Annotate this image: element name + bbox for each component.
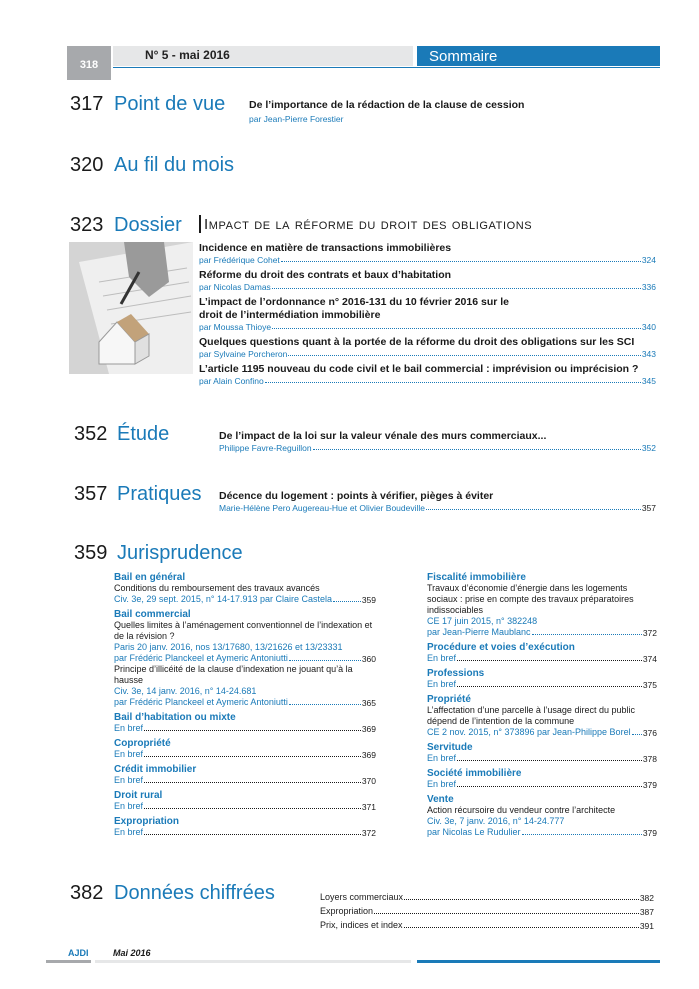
bref-entry[interactable] [114,816,376,838]
page-ref: 371 [361,802,376,812]
footer-bar [95,960,411,963]
category-heading: Droit rural [114,790,163,801]
header-rule [113,67,660,68]
case-reference: Civ. 3e, 7 janv. 2016, n° 14-24.777 [427,816,565,826]
category-heading: Expropriation [114,816,180,827]
issue-label: N° 5 - mai 2016 [145,48,230,62]
case-reference: CE 2 nov. 2015, n° 373896 par Jean-Philippe Borel [427,727,631,737]
etude-article[interactable] [219,430,656,453]
bref-label: En bref [114,827,144,837]
dossier-divider [199,215,201,233]
section-number-dossier: 323 [70,214,104,236]
bref-label: En bref [427,679,457,689]
section-name-donnees[interactable]: Données chiffrées [114,882,275,904]
page-ref: 370 [361,776,376,786]
category-heading: Servitude [427,742,473,753]
bref-label: En bref [427,753,457,763]
case-summary[interactable]: Quelles limites à l’aménagement conventionnel de l’indexation et de la révision ? [114,620,373,641]
article-author: Marie-Hélène Pero Augereau-Hue et Olivier Boudeville [219,503,425,513]
article-title: Réforme du droit des contrats et baux d’habitation [199,269,452,281]
article-title: Quelques questions quant à la portée de la réforme du droit des obligations sur les SCI [199,336,635,348]
case-summary[interactable]: Travaux d’économie d’énergie dans les logements sociaux : prise en compte des travaux préparatoires indissociables [427,583,634,615]
page-ref: 336 [641,282,656,292]
article-author: par Moussa Thioye [199,322,272,332]
bref-label: En bref [427,779,457,789]
case-reference: CE 17 juin 2015, n° 382248 [427,616,538,626]
page-ref: 369 [361,724,376,734]
case-reference: Civ. 3e, 29 sept. 2015, n° 14-17.913 par Claire Castela [114,594,333,604]
page-ref: 352 [641,443,656,453]
case-summary[interactable]: Conditions du remboursement des travaux avancés [114,583,320,593]
case-author: par Frédéric Planckeel et Aymeric Antoniutti [114,697,288,707]
bref-entry[interactable] [427,668,657,690]
category-heading: Fiscalité immobilière [427,572,526,583]
dossier-article[interactable] [199,296,656,332]
page-ref: 391 [639,921,654,931]
article-author: par Frédérique Cohet [199,255,280,265]
section-number-point-de-vue: 317 [70,93,104,115]
category-heading: Vente [427,794,454,805]
page-ref: 387 [639,907,654,917]
section-number-fil: 320 [70,154,104,176]
donnees-label: Prix, indices et index [320,920,403,930]
category-heading: Société immobilière [427,768,522,779]
section-name-fil[interactable]: Au fil du mois [114,154,235,176]
donnees-item[interactable] [320,906,654,917]
bref-label: En bref [114,723,144,733]
page-ref: 345 [641,376,656,386]
bref-entry[interactable] [114,764,376,786]
category-heading: Procédure et voies d’exécution [427,642,575,653]
donnees-label: Loyers commerciaux [320,892,404,902]
section-number-etude: 352 [74,423,108,445]
section-name-dossier[interactable]: Dossier [114,214,182,236]
jurisprudence-right-column [427,572,657,838]
donnees-list [320,892,654,931]
dossier-article[interactable] [199,336,656,359]
page-ref: 357 [641,503,656,513]
bref-entry[interactable] [427,768,657,790]
case-summary[interactable]: Principe d’illicéité de la clause d’indexation ne jouant qu’à la hausse [114,664,353,685]
page-ref: 365 [361,698,376,708]
category-heading: Bail d’habitation ou mixte [114,712,236,723]
category-heading: Bail en général [114,572,186,583]
donnees-label: Expropriation [320,906,374,916]
bref-entry[interactable] [114,790,376,812]
dossier-article[interactable] [199,242,656,265]
footer-journal: AJDI [68,948,89,958]
page-ref: 324 [641,255,656,265]
section-number-pratiques: 357 [74,483,108,505]
dossier-article[interactable] [199,363,656,386]
category-heading: Professions [427,668,485,679]
bref-entry[interactable] [427,742,657,764]
category-heading: Crédit immobilier [114,764,197,775]
page-ref: 360 [361,654,376,664]
category-heading: Copropriété [114,738,171,749]
page-ref: 376 [642,728,657,738]
section-name-point-de-vue[interactable]: Point de vue [114,93,226,115]
bref-entry[interactable] [114,738,376,760]
bref-label: En bref [427,653,457,663]
dossier-illustration [69,242,193,374]
case-author: par Nicolas Le Rudulier [427,827,521,837]
article-author: Philippe Favre-Reguillon [219,443,312,453]
case-reference: Civ. 3e, 14 janv. 2016, n° 14-24.681 [114,686,257,696]
article-title[interactable]: De l’importance de la rédaction de la clause de cession [249,99,525,111]
article-title: L’article 1195 nouveau du code civil et le bail commercial : imprévision ou imprécision ? [199,363,639,375]
dossier-article[interactable] [199,269,656,292]
page-ref: 369 [361,750,376,760]
section-name-etude[interactable]: Étude [117,423,170,445]
pratiques-article[interactable] [219,490,656,513]
page-ref: 378 [642,754,657,764]
article-author: par Nicolas Damas [199,282,271,292]
category-heading: Bail commercial [114,609,191,620]
donnees-item[interactable] [320,920,654,931]
page-ref: 375 [642,680,657,690]
page-ref: 372 [642,628,657,638]
footer-bar [417,960,660,963]
page-ref: 374 [642,654,657,664]
section-title: Sommaire [417,46,660,66]
footer-date: Mai 2016 [113,948,151,958]
page-ref: 372 [361,828,376,838]
section-number-donnees: 382 [70,882,104,904]
page-ref: 343 [641,349,656,359]
page-ref: 382 [639,893,654,903]
case-author: par Jean-Pierre Maublanc [427,627,531,637]
case-summary[interactable]: L’affectation d’une parcelle à l’usage direct du public dépend de l’intention de la commune [427,705,635,726]
bref-entry[interactable] [114,712,376,734]
section-number-jurisprudence: 359 [74,542,108,564]
jurisprudence-left-column [114,572,376,838]
case-reference: Paris 20 janv. 2016, nos 13/17680, 13/21626 et 13/23331 [114,642,343,652]
article-title: Décence du logement : points à vérifier, pièges à éviter [219,490,494,502]
bref-label: En bref [114,801,144,811]
article-author: par Alain Confino [199,376,264,386]
article-title: Incidence en matière de transactions immobilières [199,242,452,254]
article-title: De l’impact de la loi sur la valeur vénale des murs commerciaux... [219,430,547,442]
dossier-article-list [199,242,656,386]
dossier-heading: Impact de la réforme du droit des obligations [204,216,533,233]
page-ref: 379 [642,780,657,790]
article-title: L’impact de l’ordonnance n° 2016-131 du 10 février 2016 sur le droit de l’intermédiation immobilière [199,296,509,321]
page-ref: 359 [361,595,376,605]
page-ref: 340 [641,322,656,332]
section-name-jurisprudence[interactable]: Jurisprudence [117,542,243,564]
signing-contract-image [69,242,193,374]
footer-bar [46,960,91,963]
page-ref: 379 [642,828,657,838]
donnees-item[interactable] [320,892,654,903]
bref-entry[interactable] [427,642,657,664]
category-heading: Propriété [427,694,471,705]
case-summary[interactable]: Action récursoire du vendeur contre l’architecte [427,805,616,815]
article-author: par Jean-Pierre Forestier [249,114,344,124]
page-number: 318 [79,59,99,71]
bref-label: En bref [114,749,144,759]
case-author: par Frédéric Planckeel et Aymeric Antoniutti [114,653,288,663]
bref-label: En bref [114,775,144,785]
page-number-box [67,46,111,80]
article-author: par Sylvaine Porcheron [199,349,288,359]
section-name-pratiques[interactable]: Pratiques [117,483,202,505]
